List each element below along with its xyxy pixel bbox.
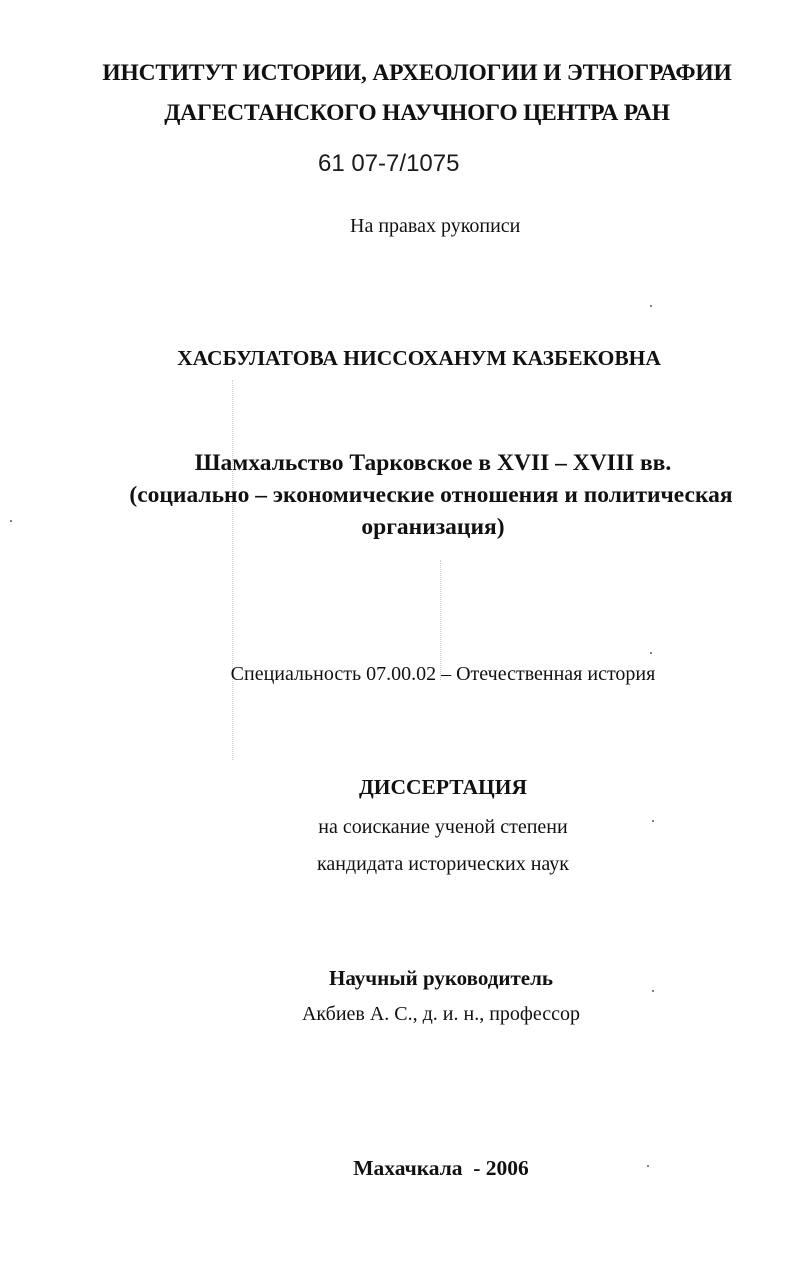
scan-speck <box>650 305 652 307</box>
catalog-code: 61 07-7/1075 <box>318 150 460 177</box>
degree-line1: на соискание ученой степени <box>318 816 568 838</box>
author-name: ХАСБУЛАТОВА НИССОХАНУМ КАЗБЕКОВНА <box>177 346 661 370</box>
supervisor-name: Акбиев А. С., д. и. н., профессор <box>301 1003 581 1025</box>
scan-speck <box>10 520 12 522</box>
scan-artifact-line <box>232 380 233 760</box>
institute-name-line2: ДАГЕСТАНСКОГО НАУЧНОГО ЦЕНТРА РАН <box>164 100 670 126</box>
dissertation-title-line1: Шамхальство Тарковское в XVII – XVIII вв. <box>194 450 672 476</box>
degree-line2: кандидата исторических наук <box>316 853 570 875</box>
dissertation-title-line3: организация) <box>361 514 505 540</box>
scan-artifact-line <box>440 560 441 680</box>
specialty: Специальность 07.00.02 – Отечественная история <box>230 663 656 685</box>
institute-name-line1: ИНСТИТУТ ИСТОРИИ, АРХЕОЛОГИИ И ЭТНОГРАФИИ <box>102 60 732 86</box>
supervisor-heading: Научный руководитель <box>329 966 553 990</box>
dissertation-title-line2: (социально – экономические отношения и политическая <box>129 482 733 508</box>
dissertation-heading: ДИССЕРТАЦИЯ <box>358 775 528 799</box>
scan-speck <box>650 652 652 654</box>
city-year: Махачкала - 2006 <box>353 1156 529 1180</box>
manuscript-rights: На правах рукописи <box>350 215 521 237</box>
